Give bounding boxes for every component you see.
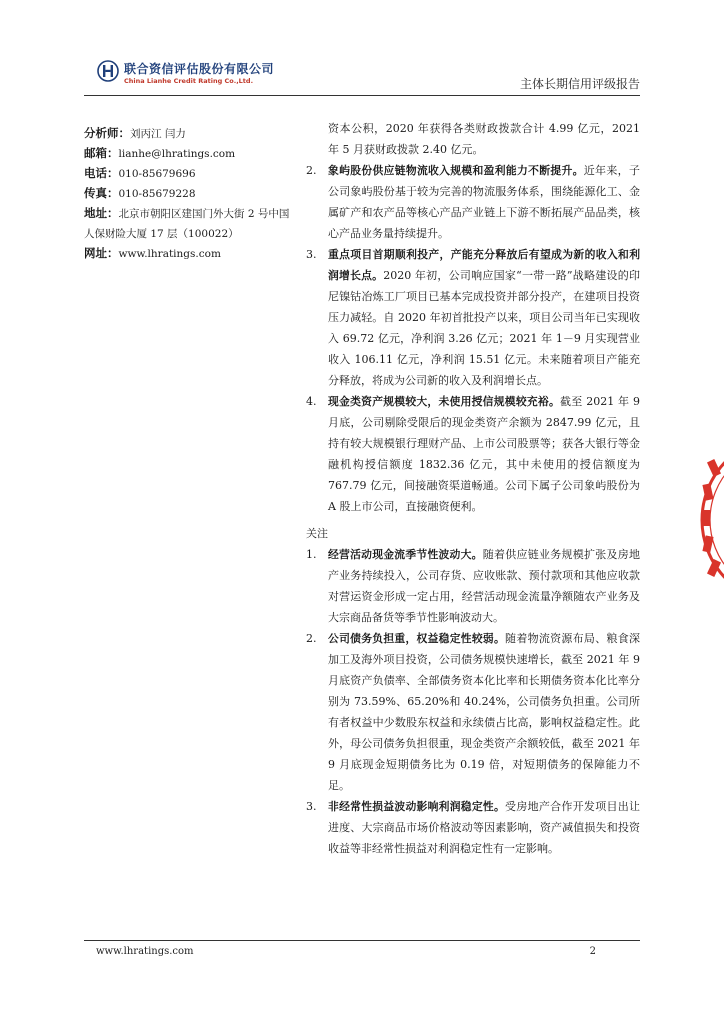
concerns-heading: 关注 [306,527,328,540]
header-divider [84,95,640,96]
item-heading: 现金类资产规模较大，未使用授信规模较充裕。 [328,395,561,408]
item-heading: 非经常性损益波动影响利润稳定性。 [328,800,506,813]
list-item [306,796,640,859]
analysts-row [84,124,294,144]
item-heading: 象屿股份供应链物流收入规模和盈利能力不断提升。 [328,164,584,177]
item-heading: 重点项目首期顺利投产，产能充分释放后有望成为新的收入和利润增长点。 [328,248,640,282]
lianhe-logo-icon [97,60,119,82]
item-number: 3. [306,800,317,813]
phone-value: 010-85679696 [118,168,196,180]
phone-row [84,164,294,184]
page-number: 2 [589,946,596,957]
fax-value: 010-85679228 [118,188,196,200]
item-number: 2. [306,632,317,645]
list-item [306,544,640,628]
item-body: 受房地产合作开发项目出让进度、大宗商品市场价格波动等因素影响，资产减值损失和投资收益等非经常性损益对利润稳定性有一定影响。 [328,800,640,855]
website-value: www.lhratings.com [118,248,221,260]
report-type: 主体长期信用评级报告 [519,77,640,91]
footer-website: www.lhratings.com [96,946,194,957]
list-item [306,160,640,244]
address-label: 地址： [84,206,119,220]
seal-stamp-icon [698,420,724,620]
company-name-en: China Lianhe Credit Rating Co.,Ltd. [124,77,254,85]
phone-label: 电话： [84,166,119,180]
list-item [306,244,640,391]
item-body: 随着物流资源布局、粮食深加工及海外项目投资，公司债务规模快速增长，截至 2021 年 9 月底资产负债率、全部债务资本化比率和长期债务资本化比率分别为 73.59%、65.20%和 40.24%，公司债务负担重。公司所有者权益中少数股东权益和永续债占比高，影响权益稳定性。此外，母公司债务负担很重，现金类资产余额较低，截至 2021 年 9 月底现金短期债务比为 0.19 倍，对短期债务的保障能力不足。 [328,632,640,792]
main-content [306,118,640,859]
item-number: 1. [306,548,317,561]
list-item [306,391,640,517]
email-row [84,144,294,164]
item-body: 近年来，子公司象屿股份基于较为完善的物流服务体系，围绕能源化工、金属矿产和农产品等核心产品产业链上下游不断拓展产品品类，核心产品业务量持续提升。 [328,164,641,240]
item-body: 2020 年初，公司响应国家“一带一路”战略建设的印尼镍钴冶炼工厂项目已基本完成投资并部分投产，在建项目投资压力减轻。自 2020 年初首批投产以来，项目公司当年已实现收入 69.72 亿元，净利润 3.26 亿元；2021 年 1－9 月实现营业收入 106.11 亿元，净利润 15.51 亿元。未来随着项目产能充分释放，将成为公司新的收入及利润增长点。 [328,269,641,387]
continued-paragraph: 资本公积，2020 年获得各类财政拨款合计 4.99 亿元，2021 年 5 月获财政拨款 2.40 亿元。 [328,122,640,156]
address-row [84,204,294,244]
footer-divider [84,940,640,941]
concerns-list [306,544,640,859]
address-value: 北京市朝阳区建国门外大街 2 号中国人保财险大厦 17 层（100022） [84,208,290,240]
fax-row [84,184,294,204]
analysts-value: 刘丙江 闫力 [130,128,186,140]
item-number: 3. [306,248,317,261]
company-name-cn: 联合资信评估股份有限公司 [124,62,275,76]
item-heading: 经营活动现金流季节性波动大。 [328,548,483,561]
item-number: 2. [306,164,317,177]
item-heading: 公司债务负担重，权益稳定性较弱。 [328,632,506,645]
item-body: 截至 2021 年 9 月底，公司剔除受限后的现金类资产余额为 2847.99 亿元，且持有较大规模银行理财产品、上市公司股票等；获各大银行等金融机构授信额度 1832.36 亿元，其中未使用的授信额度为 767.79 亿元，间接融资渠道畅通。公司下属子公司象屿股份为 A 股上市公司，直接融资便利。 [328,395,641,513]
item-number: 4. [306,395,317,408]
item-body: 随着供应链业务规模扩张及房地产业务持续投入，公司存货、应收账款、预付款项和其他应收款对营运资金形成一定占用，经营活动现金流量净额随农产业务及大宗商品备货等季节性影响波动大。 [328,548,641,624]
page-header [0,0,724,100]
email-value: lianhe@lhratings.com [118,148,236,160]
list-item [306,628,640,796]
strengths-list [306,160,640,517]
website-row [84,244,294,264]
contact-info [84,124,294,264]
fax-label: 传真： [84,186,119,200]
analysts-label: 分析师： [84,126,130,140]
email-label: 邮箱： [84,146,119,160]
website-label: 网址： [84,246,119,260]
